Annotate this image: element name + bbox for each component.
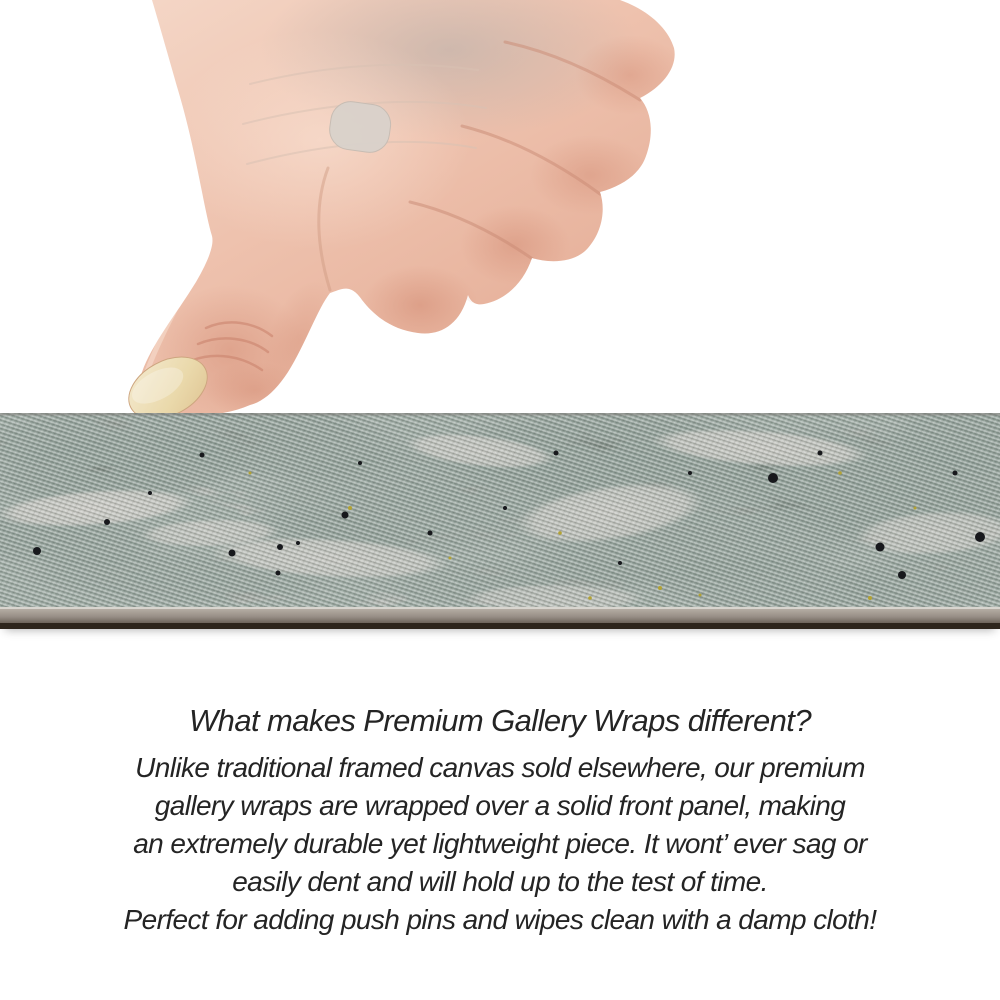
body-copy [0, 749, 1000, 939]
panel-edge-highlight [0, 607, 1000, 609]
body-line-1: Unlike traditional framed canvas sold elsewhere, our premium [135, 752, 865, 783]
fist-and-thumb [118, 0, 685, 418]
body-line-2: gallery wraps are wrapped over a solid front panel, making [154, 790, 846, 821]
heading: What makes Premium Gallery Wraps different? [189, 703, 811, 738]
body-line-5: Perfect for adding push pins and wipes clean with a damp cloth! [123, 904, 877, 935]
body-line-4: easily dent and will hold up to the test of time. [232, 866, 768, 897]
body-line-3: an extremely durable yet lightweight piece. It wont’ ever sag or [133, 828, 867, 859]
hand-photo [0, 0, 1000, 418]
marketing-text [0, 699, 1000, 939]
panel-side-edge [0, 609, 1000, 623]
panel-edge-shadow [0, 623, 1000, 629]
canvas-strip-photo [0, 413, 1000, 629]
